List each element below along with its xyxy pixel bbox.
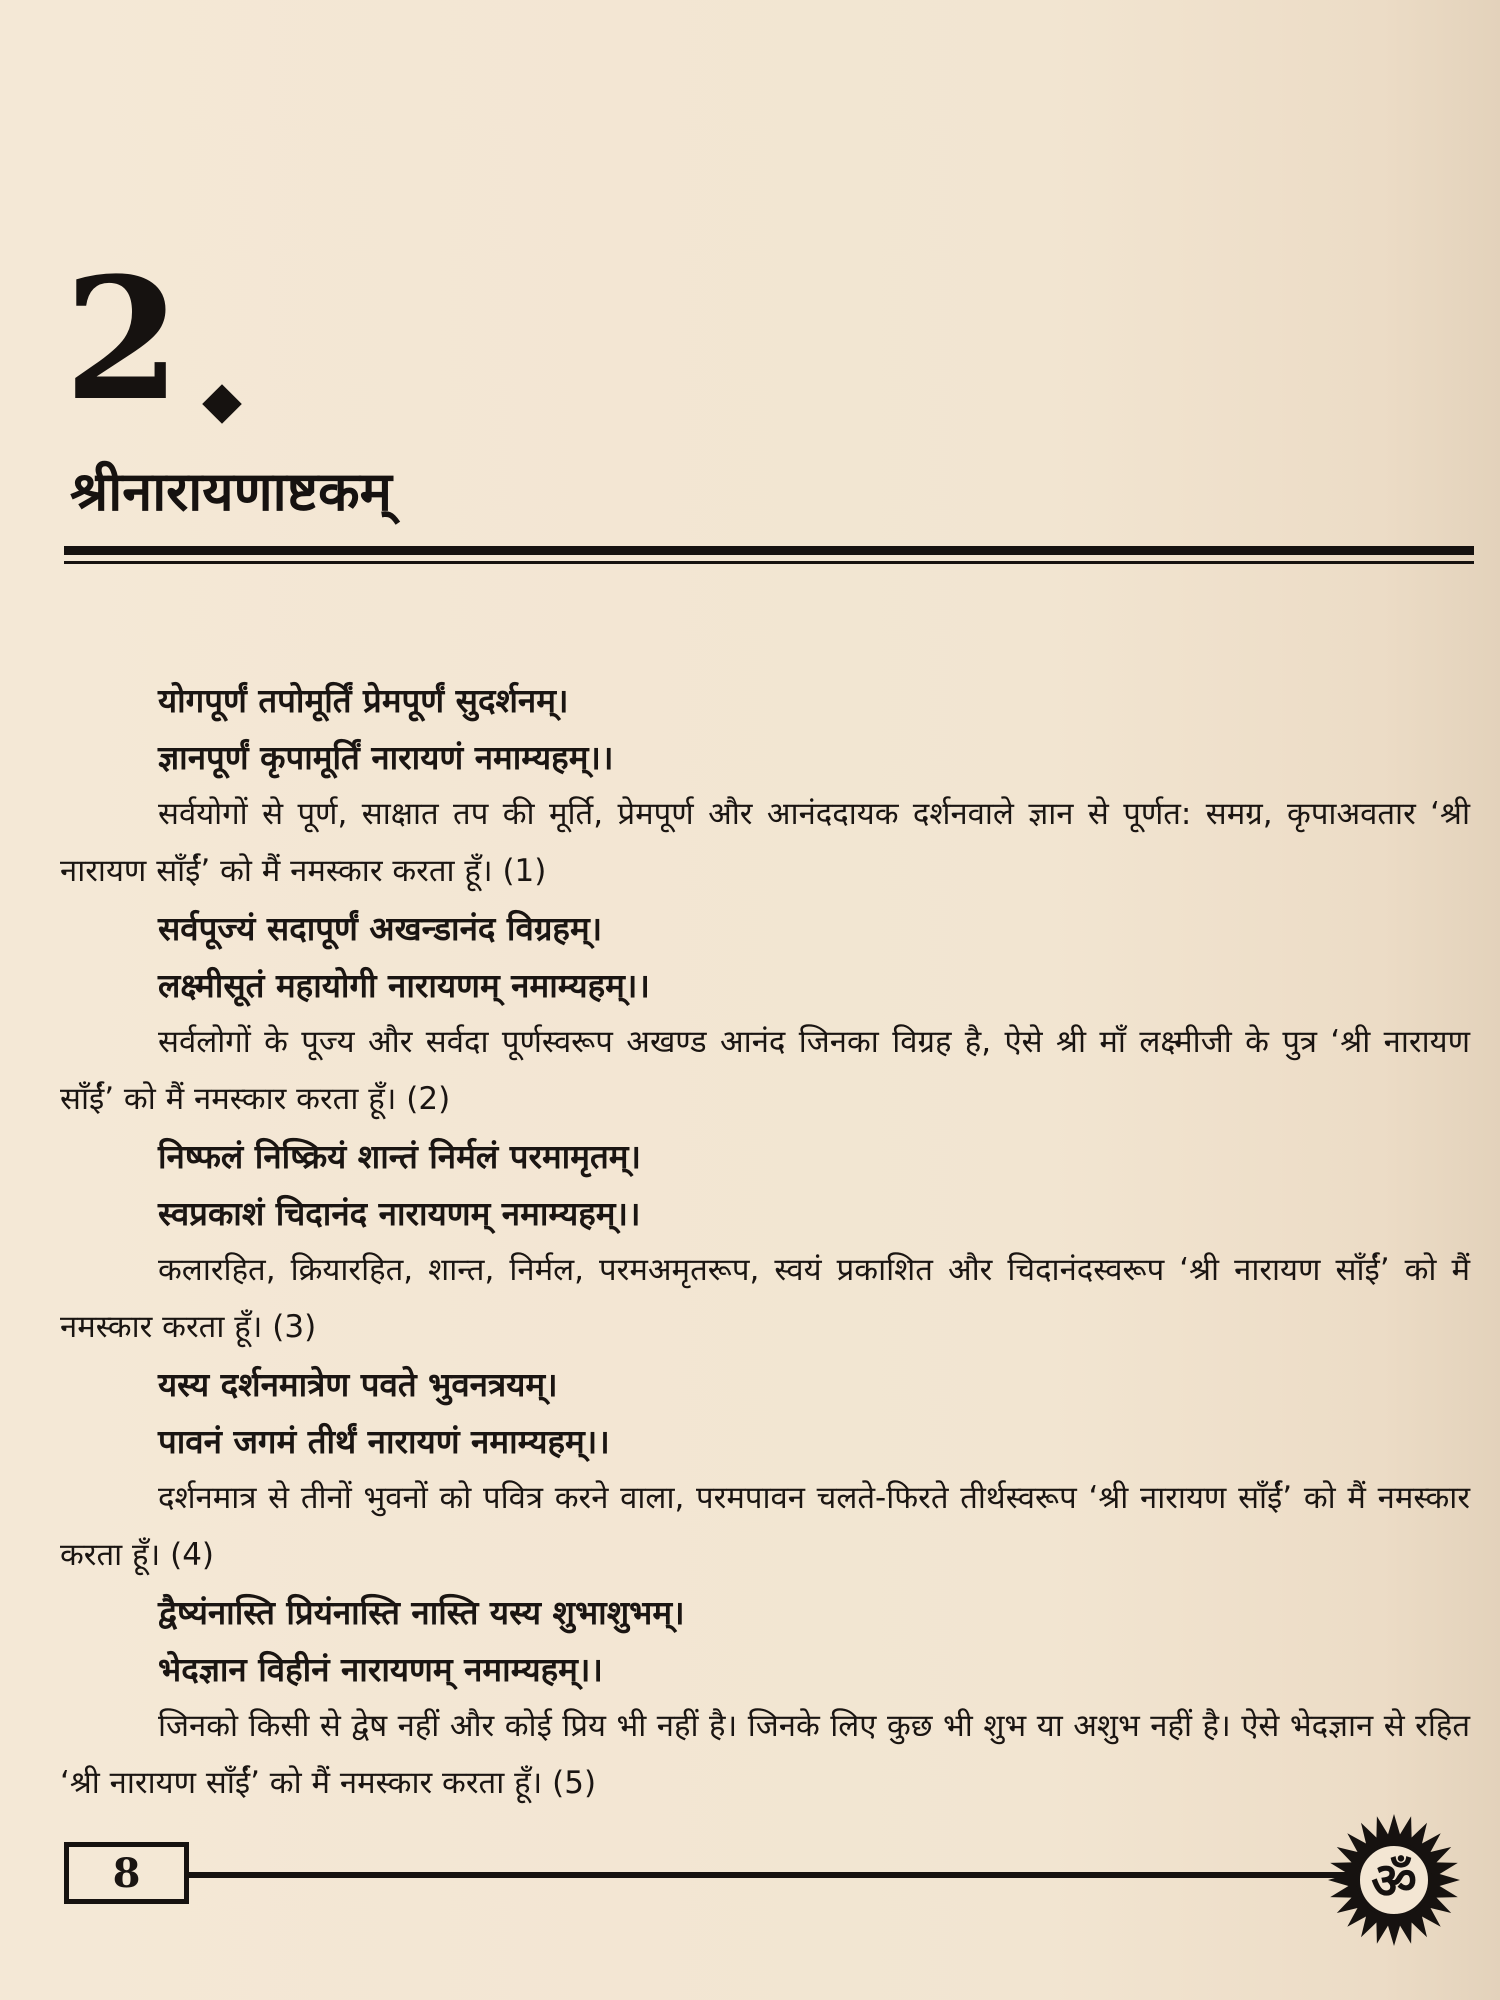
- verse-line: द्वैष्यंनास्ति प्रियंनास्ति नास्ति यस्य शुभाशुभम्।: [158, 1593, 685, 1632]
- chapter-title: श्रीनारायणाष्टकम्: [70, 460, 392, 523]
- page-content: [60, 672, 1470, 1812]
- verse-line: सर्वपूज्यं सदापूर्णं अखन्डानंद विग्रहम्।: [158, 909, 603, 948]
- stanza-3: [60, 1128, 1470, 1356]
- verse-line: निष्फलं निष्क्रियं शान्तं निर्मलं परमामृतम्।: [158, 1137, 642, 1176]
- chapter-bullet-icon: [202, 384, 242, 424]
- page-number: 8: [112, 1849, 141, 1897]
- verse-line: लक्ष्मीसूतं महायोगी नारायणम् नमाम्यहम्।।: [158, 966, 650, 1005]
- om-sun-icon: [1326, 1812, 1462, 1948]
- chapter-number: 2: [64, 240, 177, 438]
- footer-rule: [189, 1872, 1364, 1878]
- verse-line: स्वप्रकाशं चिदानंद नारायणम् नमाम्यहम्।।: [158, 1194, 641, 1233]
- title-rule-thick: [64, 546, 1474, 555]
- verse-line: योगपूर्णं तपोमूर्तिं प्रेमपूर्णं सुदर्शनम्।: [158, 681, 569, 720]
- stanza-4: [60, 1356, 1470, 1584]
- translation: जिनको किसी से द्वेष नहीं और कोई प्रिय भी नहीं है। जिनके लिए कुछ भी शुभ या अशुभ नहीं है। ऐसे भेदज्ञान से रहित ‘श्री नारायण साँईं’ को मैं नमस्कार करता हूँ। (5): [60, 1708, 1470, 1801]
- translation: सर्वयोगों से पूर्ण, साक्षात तप की मूर्ति, प्रेमपूर्ण और आनंददायक दर्शनवाले ज्ञान से पूर्णत: समग्र, कृपाअवतार ‘श्री नारायण साँईं’ को मैं नमस्कार करता हूँ। (1): [60, 796, 1470, 889]
- verse-line: यस्य दर्शनमात्रेण पवते भुवनत्रयम्।: [158, 1365, 558, 1404]
- stanza-1: [60, 672, 1470, 900]
- translation: सर्वलोगों के पूज्य और सर्वदा पूर्णस्वरूप अखण्ड आनंद जिनका विग्रह है, ऐसे श्री माँ लक्ष्मीजी के पुत्र ‘श्री नारायण साँईं’ को मैं नमस्कार करता हूँ। (2): [60, 1024, 1470, 1117]
- stanza-5: [60, 1584, 1470, 1812]
- translation: कलारहित, क्रियारहित, शान्त, निर्मल, परमअमृतरूप, स्वयं प्रकाशित और चिदानंदस्वरूप ‘श्री नारायण साँईं’ को मैं नमस्कार करता हूँ। (3): [60, 1252, 1470, 1345]
- title-rule-thin: [64, 561, 1474, 564]
- page-number-box: [64, 1842, 189, 1904]
- verse-line: ज्ञानपूर्णं कृपामूर्तिं नारायणं नमाम्यहम्।।: [158, 738, 614, 777]
- om-glyph: ॐ: [1371, 1852, 1417, 1910]
- stanza-2: [60, 900, 1470, 1128]
- verse-line: पावनं जगमं तीर्थं नारायणं नमाम्यहम्।।: [158, 1422, 610, 1461]
- translation: दर्शनमात्र से तीनों भुवनों को पवित्र करने वाला, परमपावन चलते-फिरते तीर्थस्वरूप ‘श्री नारायण साँईं’ को मैं नमस्कार करता हूँ। (4): [60, 1480, 1470, 1573]
- verse-line: भेदज्ञान विहीनं नारायणम् नमाम्यहम्।।: [158, 1650, 603, 1689]
